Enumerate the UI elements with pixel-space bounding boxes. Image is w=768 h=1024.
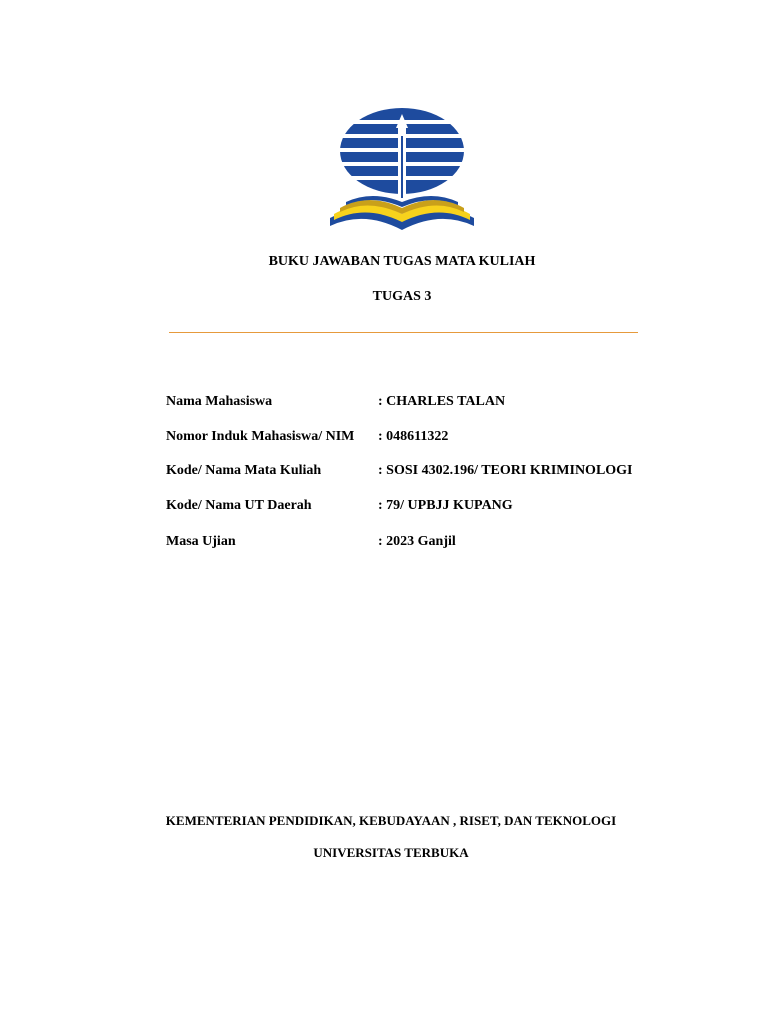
divider (169, 332, 638, 333)
info-value: : CHARLES TALAN (378, 394, 506, 409)
info-label: Kode/ Nama Mata Kuliah (166, 463, 322, 478)
info-label: Kode/ Nama UT Daerah (166, 498, 312, 513)
page-title: BUKU JAWABAN TUGAS MATA KULIAH (268, 254, 536, 269)
info-value: : SOSI 4302.196/ TEORI KRIMINOLOGI (378, 463, 633, 478)
university-name: UNIVERSITAS TERBUKA (313, 845, 469, 860)
info-label: Masa Ujian (166, 534, 236, 549)
info-label: Nomor Induk Mahasiswa/ NIM (166, 429, 355, 444)
info-label: Nama Mahasiswa (166, 394, 273, 409)
university-logo (324, 106, 480, 234)
assignment-number: TUGAS 3 (372, 289, 432, 304)
info-value: : 048611322 (378, 429, 449, 444)
ministry-name: KEMENTERIAN PENDIDIKAN, KEBUDAYAAN , RISET, DAN TEKNOLOGI (165, 813, 617, 828)
info-value: : 79/ UPBJJ KUPANG (378, 498, 513, 513)
info-value: : 2023 Ganjil (378, 534, 456, 549)
